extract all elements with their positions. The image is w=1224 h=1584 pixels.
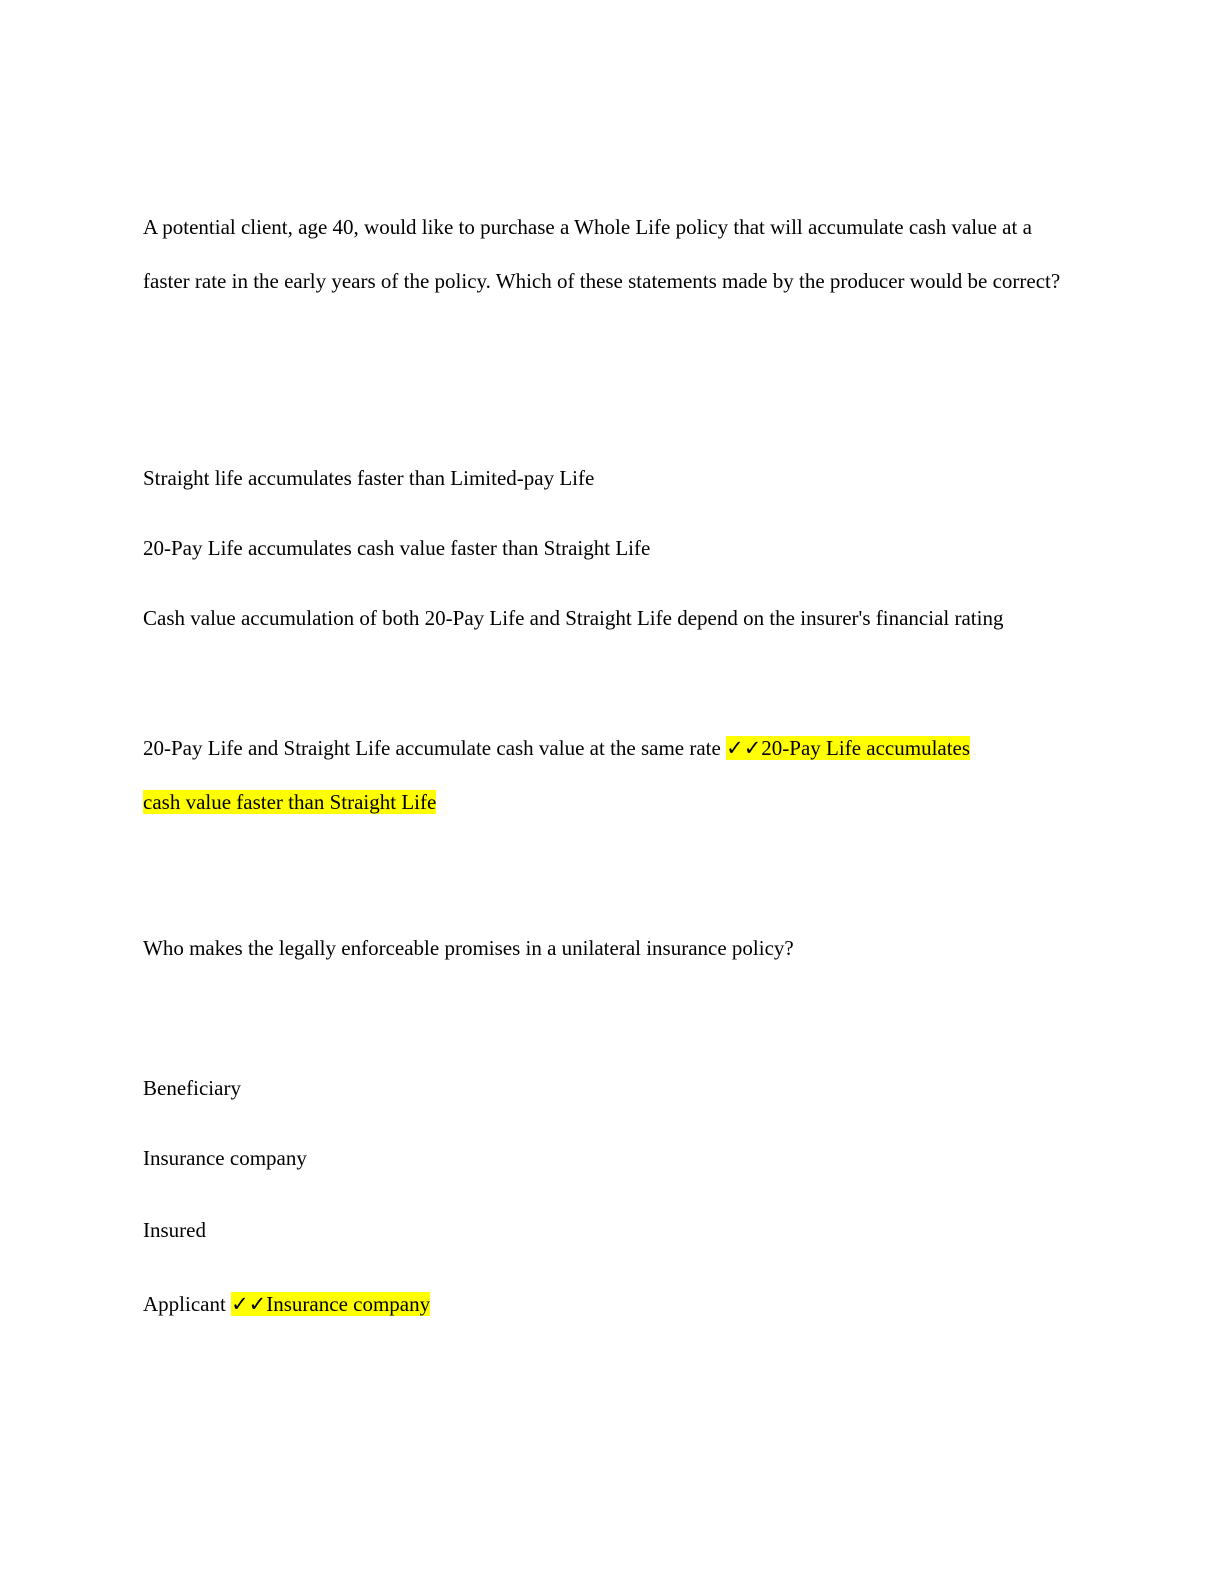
question-1-option-4 (143, 721, 973, 829)
checkmark-icon: ✓✓ (726, 736, 762, 760)
question-2-option-2 (143, 1131, 1083, 1185)
answer-highlight (231, 1292, 430, 1316)
option-text: 20-Pay Life and Straight Life accumulate cash value at the same rate (143, 736, 727, 760)
option-text: Beneficiary (143, 1076, 241, 1100)
option-text: Insurance company (143, 1146, 307, 1170)
question-1-option-3 (143, 591, 1083, 645)
answer-text: 20-Pay Life accumulates cash value faster than Straight Life (143, 736, 971, 814)
question-1-option-2 (143, 521, 1083, 575)
question-1-stem: A potential client, age 40, would like to purchase a Whole Life policy that will accumulate cash value at a faster rate in the early years of the policy. Which of these statements made by the producer would be correct? (143, 215, 1061, 293)
question-1-option-1 (143, 451, 1083, 505)
checkmark-icon: ✓✓ (231, 1292, 267, 1316)
option-text: Applicant (143, 1292, 232, 1316)
option-text: 20-Pay Life accumulates cash value faster than Straight Life (143, 536, 651, 560)
option-text: Straight life accumulates faster than Limited-pay Life (143, 466, 595, 490)
option-text: Insured (143, 1218, 206, 1242)
option-text: Cash value accumulation of both 20-Pay Life and Straight Life depend on the insurer's financial rating (143, 606, 1004, 630)
question-2-option-4 (143, 1277, 1083, 1331)
question-2-stem: Who makes the legally enforceable promises in a unilateral insurance policy? (143, 936, 794, 960)
answer-text: Insurance company (266, 1292, 431, 1316)
question-2-option-1 (143, 1061, 1083, 1115)
question-2-option-3 (143, 1203, 1083, 1257)
